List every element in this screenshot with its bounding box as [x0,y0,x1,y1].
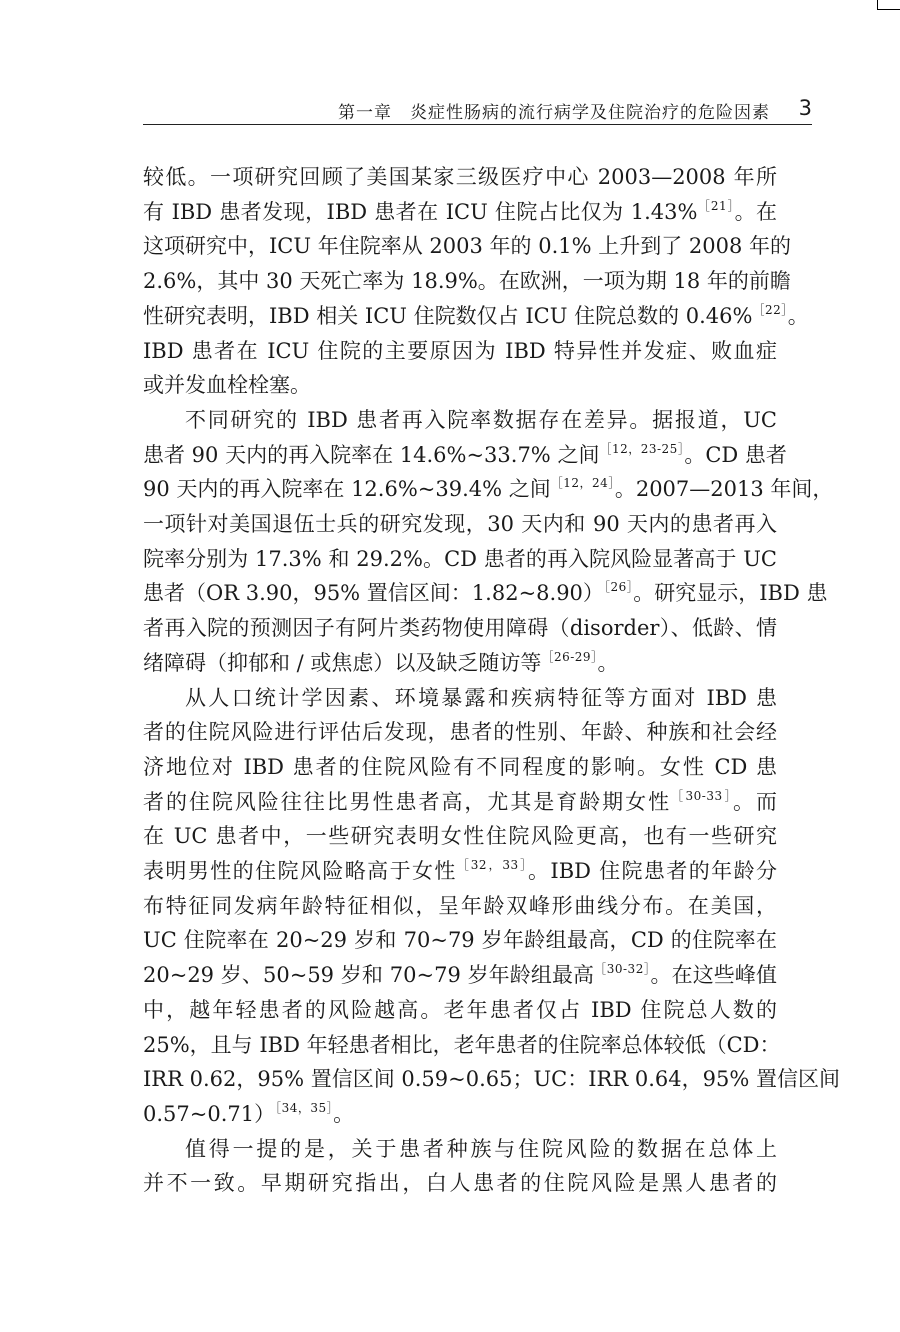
text-line: 济地位对 IBD 患者的住院风险有不同程度的影响。女性 CD 患 [143,754,777,779]
paragraph-2 [143,403,834,681]
text-line: 较低。一项研究回顾了美国某家三级医疗中心 2003—2008 年所 [143,165,777,189]
text-line: 绪障碍（抑郁和 / 或焦虑）以及缺乏随访等$^{[26-29]}$。 [143,649,619,675]
text-line: 布特征同发病年龄特征相似，呈年龄双峰形曲线分布。在美国， [143,893,777,918]
text-line: 院率分别为 17.3% 和 29.2%。CD 患者的再入院风险显著高于 UC [143,546,777,571]
text-line: IRR 0.62，95% 置信区间 0.59~0.65；UC：IRR 0.64，95% 置信区间 [143,1067,840,1092]
text-line: 患者（OR 3.90，95% 置信区间：1.82~8.90）$^{[26]}$。研究显示，IBD 患 [143,580,828,606]
text-line: 2.6%，其中 30 天死亡率为 18.9%。在欧洲，一项为期 18 年的前瞻 [143,269,791,294]
text-line: 20~29 岁、50~59 岁和 70~79 岁年龄组最高$^{[30-32]}$。在这些峰值 [143,962,777,988]
page-number: 3 [798,96,812,120]
text-line: 25%，且与 IBD 年轻患者相比，老年患者的住院率总体较低（CD： [143,1032,781,1057]
text-line: 者的住院风险进行评估后发现，患者的性别、年龄、种族和社会经 [143,720,777,745]
text-line: 不同研究的 IBD 患者再入院率数据存在差异。据报道，UC [185,407,777,432]
body-text [143,160,840,1201]
text-line: 中，越年轻患者的风险越高。老年患者仅占 IBD 住院总人数的 [143,997,777,1022]
text-line: 并不一致。早期研究指出，白人患者的住院风险是黑人患者的 [143,1171,777,1196]
citation-ref: ［12，23-25］ [599,441,685,456]
running-header [143,96,812,122]
chapter-title: 第一章 炎症性肠病的流行病学及住院治疗的危险因素 [338,103,770,123]
text-line: 性研究表明，IBD 相关 ICU 住院数仅占 ICU 住院总数的 0.46%$^{[22]}$。 [143,302,809,328]
citation-ref: ［26-29］ [541,649,598,664]
text-line: 值得一提的是，关于患者种族与住院风险的数据在总体上 [185,1136,777,1161]
text-line: 这项研究中，ICU 年住院率从 2003 年的 0.1% 上升到了 2008 年的 [143,234,792,259]
citation-ref: ［22］ [752,302,788,317]
citation-ref: ［26］ [603,580,634,595]
text-line: 90 天内的再入院率在 12.6%~39.4% 之间$^{[12,24]}$。2007—2013 年间， [143,476,834,502]
text-line: 患者 90 天内的再入院率在 14.6%~33.7% 之间$^{[12,23-25]}$。CD 患者 [143,441,787,467]
text-line: 一项针对美国退伍士兵的研究发现，30 天内和 90 天内的患者再入 [143,512,777,537]
citation-ref: ［32，33］ [456,858,528,873]
citation-ref: ［21］ [697,198,735,213]
citation-ref: ［12，24］ [550,476,615,491]
corner-crop-mark [877,0,900,10]
text-line: 有 IBD 患者发现，IBD 患者在 ICU 住院占比仅为 1.43%$^{[21]}$。在 [143,198,778,224]
paragraph-3 [143,681,840,1132]
text-line: UC 住院率在 20~29 岁和 70~79 岁年龄组最高，CD 的住院率在 [143,928,777,953]
text-line: 在 UC 患者中，一些研究表明女性住院风险更高，也有一些研究 [143,824,777,849]
citation-ref: ［30-32］ [594,962,651,977]
text-line: IBD 患者在 ICU 住院的主要原因为 IBD 特异性并发症、败血症 [143,338,777,363]
citation-ref: ［30-33］ [671,788,734,803]
text-line: 0.57~0.71）$^{[34,35]}$。 [143,1100,355,1126]
text-line: 者的住院风险往往比男性患者高，尤其是育龄期女性$^{[30-33]}$。而 [143,788,778,814]
header-rule [143,124,812,125]
text-line: 从人口统计学因素、环境暴露和疾病特征等方面对 IBD 患 [185,685,777,710]
text-line: 或并发血栓栓塞。 [143,373,311,398]
text-line: 表明男性的住院风险略高于女性$^{[32,33]}$。IBD 住院患者的年龄分 [143,858,778,884]
paragraph-4 [143,1132,777,1201]
text-line: 者再入院的预测因子有阿片类药物使用障碍（disorder）、低龄、情 [143,616,777,641]
paragraph-1 [143,160,809,403]
citation-ref: ［34，35］ [275,1100,334,1115]
